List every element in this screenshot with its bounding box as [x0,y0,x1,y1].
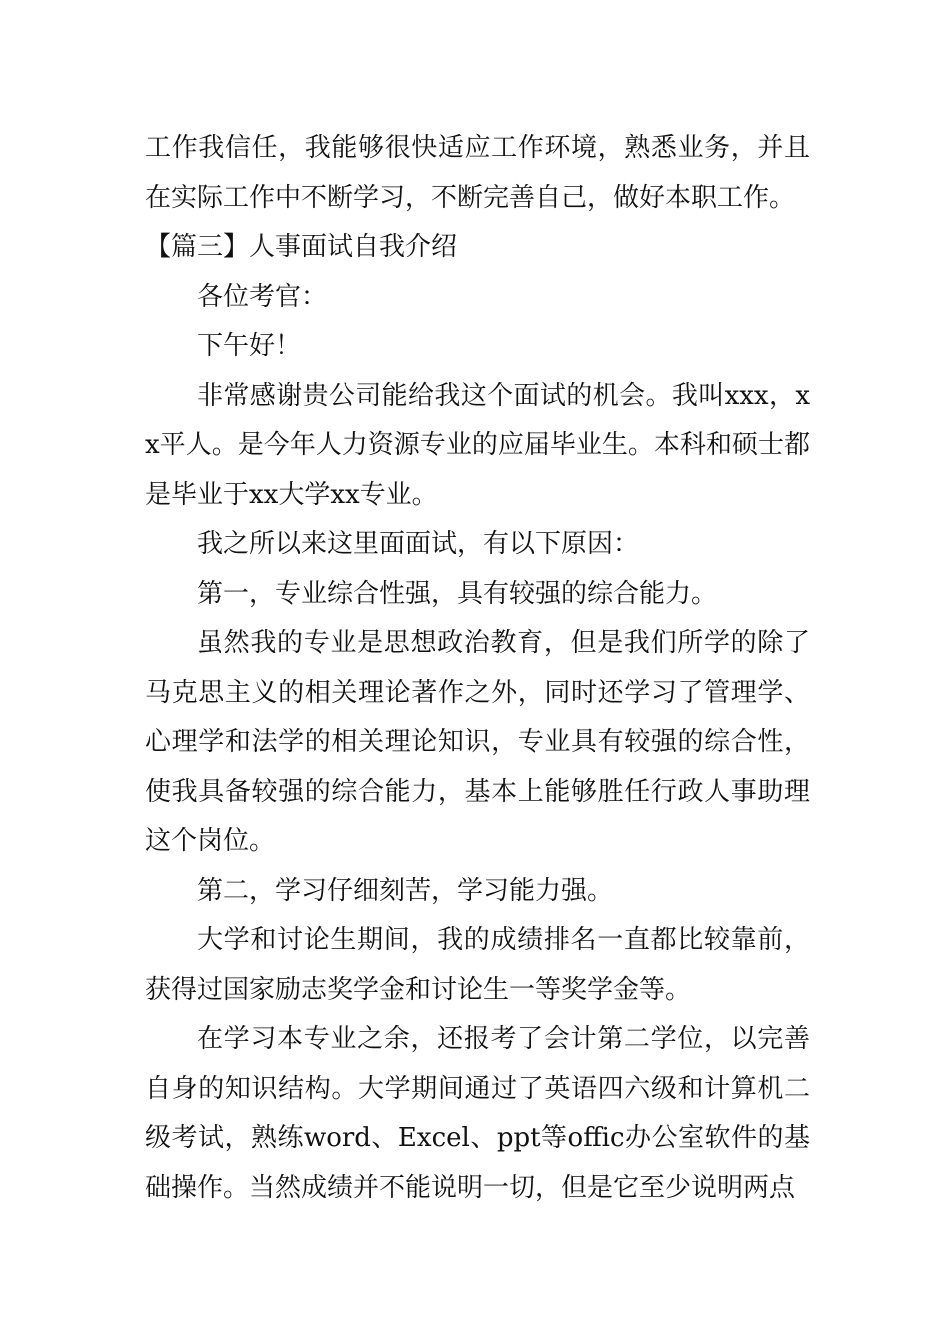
document-body [145,124,810,1213]
paragraph-reason-one: 虽然我的专业是思想政治教育，但是我们所学的除了马克思主义的相关理论著作之外，同时还学习了管理学、心理学和法学的相关理论知识，专业具有较强的综合性，使我具备较强的综合能力，基本上能够胜任行政人事助理这个岗位。 [145,628,810,856]
reason-two-heading: 第二，学习仔细刻苦，学习能力强。 [197,875,614,906]
reason-one-heading: 第一，专业综合性强，具有较强的综合能力。 [197,578,718,609]
paragraph-extra-study: 在学习本专业之余，还报考了会计第二学位，以完善自身的知识结构。大学期间通过了英语四六级和计算机二级考试，熟练word、Excel、ppt等offic办公室软件的基础操作。当然成绩并不能说明一切，但是它至少说明两点 [145,1024,810,1203]
section-heading: 【篇三】人事面试自我介绍 [145,232,458,262]
paragraph-intro: 非常感谢贵公司能给我这个面试的机会。我叫xxx，xx平人。是今年人力资源专业的应届毕业生。本科和硕士都是毕业于xx大学xx专业。 [145,380,810,510]
greeting: 下午好！ [197,331,302,361]
paragraph-reasons-lead: 我之所以来这里面面试，有以下原因： [197,529,640,559]
salutation: 各位考官： [197,281,328,312]
paragraph-continuation: 工作我信任，我能够很快适应工作环境，熟悉业务，并且在实际工作中不断学习，不断完善自己，做好本职工作。 [145,133,810,213]
paragraph-study-record: 大学和讨论生期间，我的成绩排名一直都比较靠前，获得过国家励志奖学金和讨论生一等奖学金等。 [145,925,810,1005]
